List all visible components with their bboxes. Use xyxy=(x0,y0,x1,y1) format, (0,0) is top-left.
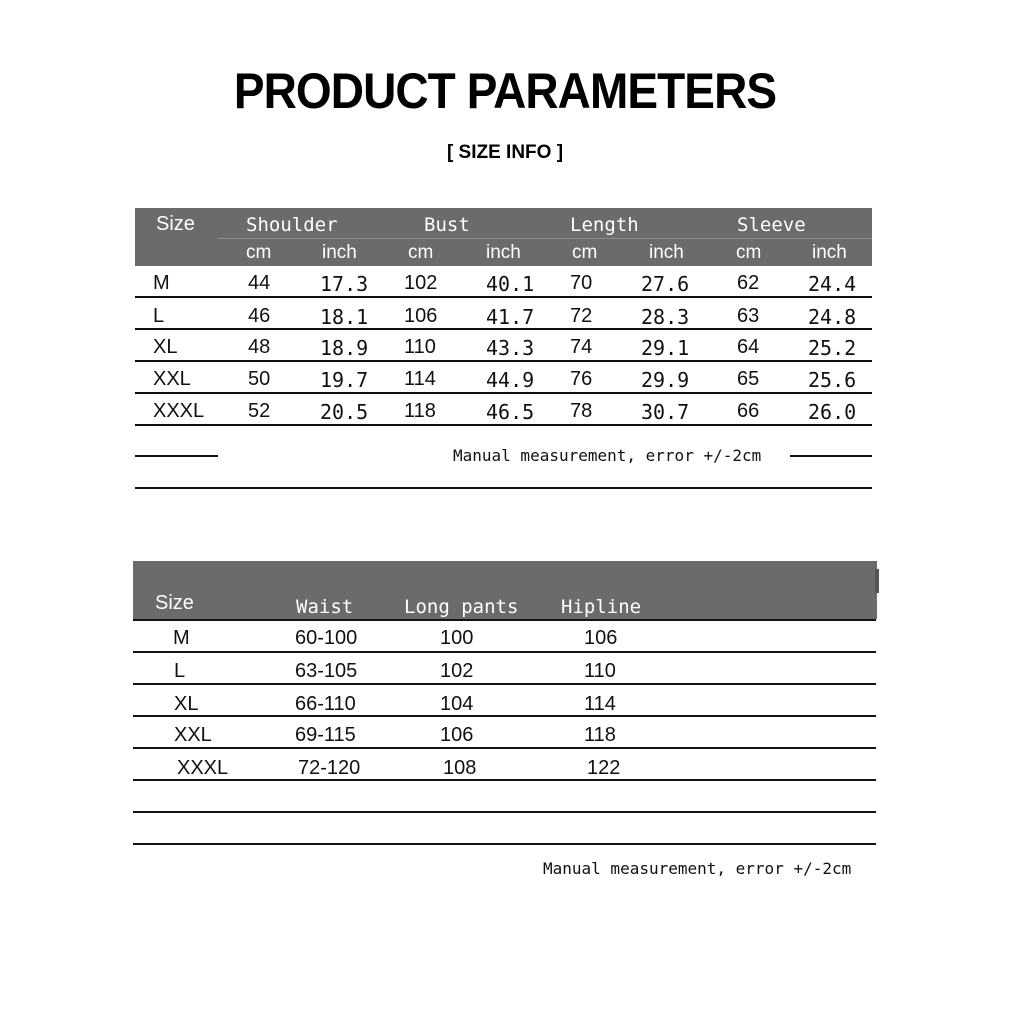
top-note-right-rule xyxy=(790,455,872,457)
hipline: 118 xyxy=(584,724,616,746)
long-pants: 102 xyxy=(440,660,474,682)
length-cm: 78 xyxy=(570,400,593,422)
top-measurement-note: Manual measurement, error +/-2cm xyxy=(453,446,762,465)
hipline: 114 xyxy=(584,693,616,715)
bottom-row-rule xyxy=(133,779,876,781)
bottom-row-rule xyxy=(133,683,876,685)
bust-inch: 46.5 xyxy=(486,400,535,424)
top-header-sleeve: Sleeve xyxy=(737,214,806,236)
length-cm: 74 xyxy=(570,336,593,358)
row-size: XXL xyxy=(174,724,212,746)
top-unit-sleeve-inch: inch xyxy=(812,242,847,263)
bust-inch: 40.1 xyxy=(486,272,535,296)
sleeve-inch: 24.4 xyxy=(808,272,857,296)
row-size: L xyxy=(153,305,165,327)
row-size: M xyxy=(173,627,190,649)
top-unit-bust-cm: cm xyxy=(408,242,434,263)
bottom-row-rule xyxy=(133,715,876,717)
hipline: 122 xyxy=(587,757,621,779)
bottom-row-rule xyxy=(133,619,876,621)
row-size: XXXL xyxy=(177,757,229,779)
shoulder-inch: 19.7 xyxy=(320,368,369,392)
length-inch: 29.9 xyxy=(641,368,690,392)
length-cm: 76 xyxy=(570,368,593,390)
bottom-header-edge xyxy=(875,569,879,593)
long-pants: 106 xyxy=(440,724,474,746)
bust-cm: 110 xyxy=(404,336,436,358)
top-unit-shoulder-inch: inch xyxy=(322,242,357,263)
sleeve-inch: 26.0 xyxy=(808,400,857,424)
bottom-header-waist: Waist xyxy=(296,596,354,618)
waist: 60-100 xyxy=(295,627,358,649)
sleeve-cm: 63 xyxy=(737,305,760,327)
top-unit-bust-inch: inch xyxy=(486,242,521,263)
bottom-row-rule xyxy=(133,651,876,653)
long-pants: 104 xyxy=(440,693,474,715)
row-size: XL xyxy=(153,336,178,358)
bust-inch: 43.3 xyxy=(486,336,535,360)
top-header-size: Size xyxy=(156,213,195,235)
waist: 69-115 xyxy=(295,724,356,746)
shoulder-cm: 46 xyxy=(248,305,271,327)
shoulder-cm: 50 xyxy=(248,368,271,390)
shoulder-inch: 20.5 xyxy=(320,400,369,424)
sleeve-inch: 25.6 xyxy=(808,368,857,392)
hipline: 110 xyxy=(584,660,616,682)
top-unit-length-inch: inch xyxy=(649,242,684,263)
bust-inch: 44.9 xyxy=(486,368,535,392)
bottom-measurement-note: Manual measurement, error +/-2cm xyxy=(543,859,852,878)
length-inch: 29.1 xyxy=(641,336,690,360)
waist: 66-110 xyxy=(295,693,356,715)
top-row-rule xyxy=(135,360,872,362)
bottom-row-rule xyxy=(133,843,876,845)
sleeve-cm: 65 xyxy=(737,368,760,390)
sleeve-inch: 25.2 xyxy=(808,336,857,360)
bottom-row-rule xyxy=(133,811,876,813)
long-pants: 100 xyxy=(440,627,474,649)
shoulder-inch: 17.3 xyxy=(320,272,369,296)
bust-cm: 118 xyxy=(404,400,436,422)
row-size: L xyxy=(174,660,186,682)
waist: 72-120 xyxy=(298,757,361,779)
bottom-header-hipline: Hipline xyxy=(561,596,642,618)
bust-cm: 114 xyxy=(404,368,436,390)
top-unit-length-cm: cm xyxy=(572,242,598,263)
top-unit-shoulder-cm: cm xyxy=(246,242,272,263)
shoulder-inch: 18.1 xyxy=(320,305,369,329)
bottom-row-rule xyxy=(133,747,876,749)
hipline: 106 xyxy=(584,627,618,649)
row-size: XXL xyxy=(153,368,191,390)
shoulder-cm: 52 xyxy=(248,400,271,422)
bottom-header-long-pants: Long pants xyxy=(404,596,519,618)
size-info-subtitle: [ SIZE INFO ] xyxy=(446,142,564,163)
page-title: PRODUCT PARAMETERS xyxy=(233,63,777,119)
sleeve-cm: 64 xyxy=(737,336,760,358)
row-size: XXXL xyxy=(153,400,205,422)
length-inch: 30.7 xyxy=(641,400,690,424)
shoulder-cm: 44 xyxy=(248,272,271,294)
top-note-left-rule xyxy=(135,455,218,457)
length-inch: 28.3 xyxy=(641,305,690,329)
shoulder-cm: 48 xyxy=(248,336,271,358)
row-size: M xyxy=(153,272,170,294)
row-size: XL xyxy=(174,693,199,715)
top-row-rule xyxy=(135,296,872,298)
top-header-divider xyxy=(218,238,872,239)
top-header-shoulder: Shoulder xyxy=(246,214,338,236)
top-row-rule xyxy=(135,392,872,394)
top-unit-sleeve-cm: cm xyxy=(736,242,762,263)
bust-inch: 41.7 xyxy=(486,305,535,329)
bust-cm: 106 xyxy=(404,305,438,327)
length-cm: 72 xyxy=(570,305,593,327)
top-bottom-rule xyxy=(135,487,872,489)
waist: 63-105 xyxy=(295,660,358,682)
top-header-bust: Bust xyxy=(424,214,470,236)
length-cm: 70 xyxy=(570,272,593,294)
bust-cm: 102 xyxy=(404,272,438,294)
sleeve-cm: 62 xyxy=(737,272,760,294)
bottom-header-size: Size xyxy=(155,592,194,614)
sleeve-inch: 24.8 xyxy=(808,305,857,329)
top-row-rule xyxy=(135,424,872,426)
length-inch: 27.6 xyxy=(641,272,690,296)
top-header-length: Length xyxy=(570,214,639,236)
long-pants: 108 xyxy=(443,757,477,779)
sleeve-cm: 66 xyxy=(737,400,760,422)
shoulder-inch: 18.9 xyxy=(320,336,369,360)
